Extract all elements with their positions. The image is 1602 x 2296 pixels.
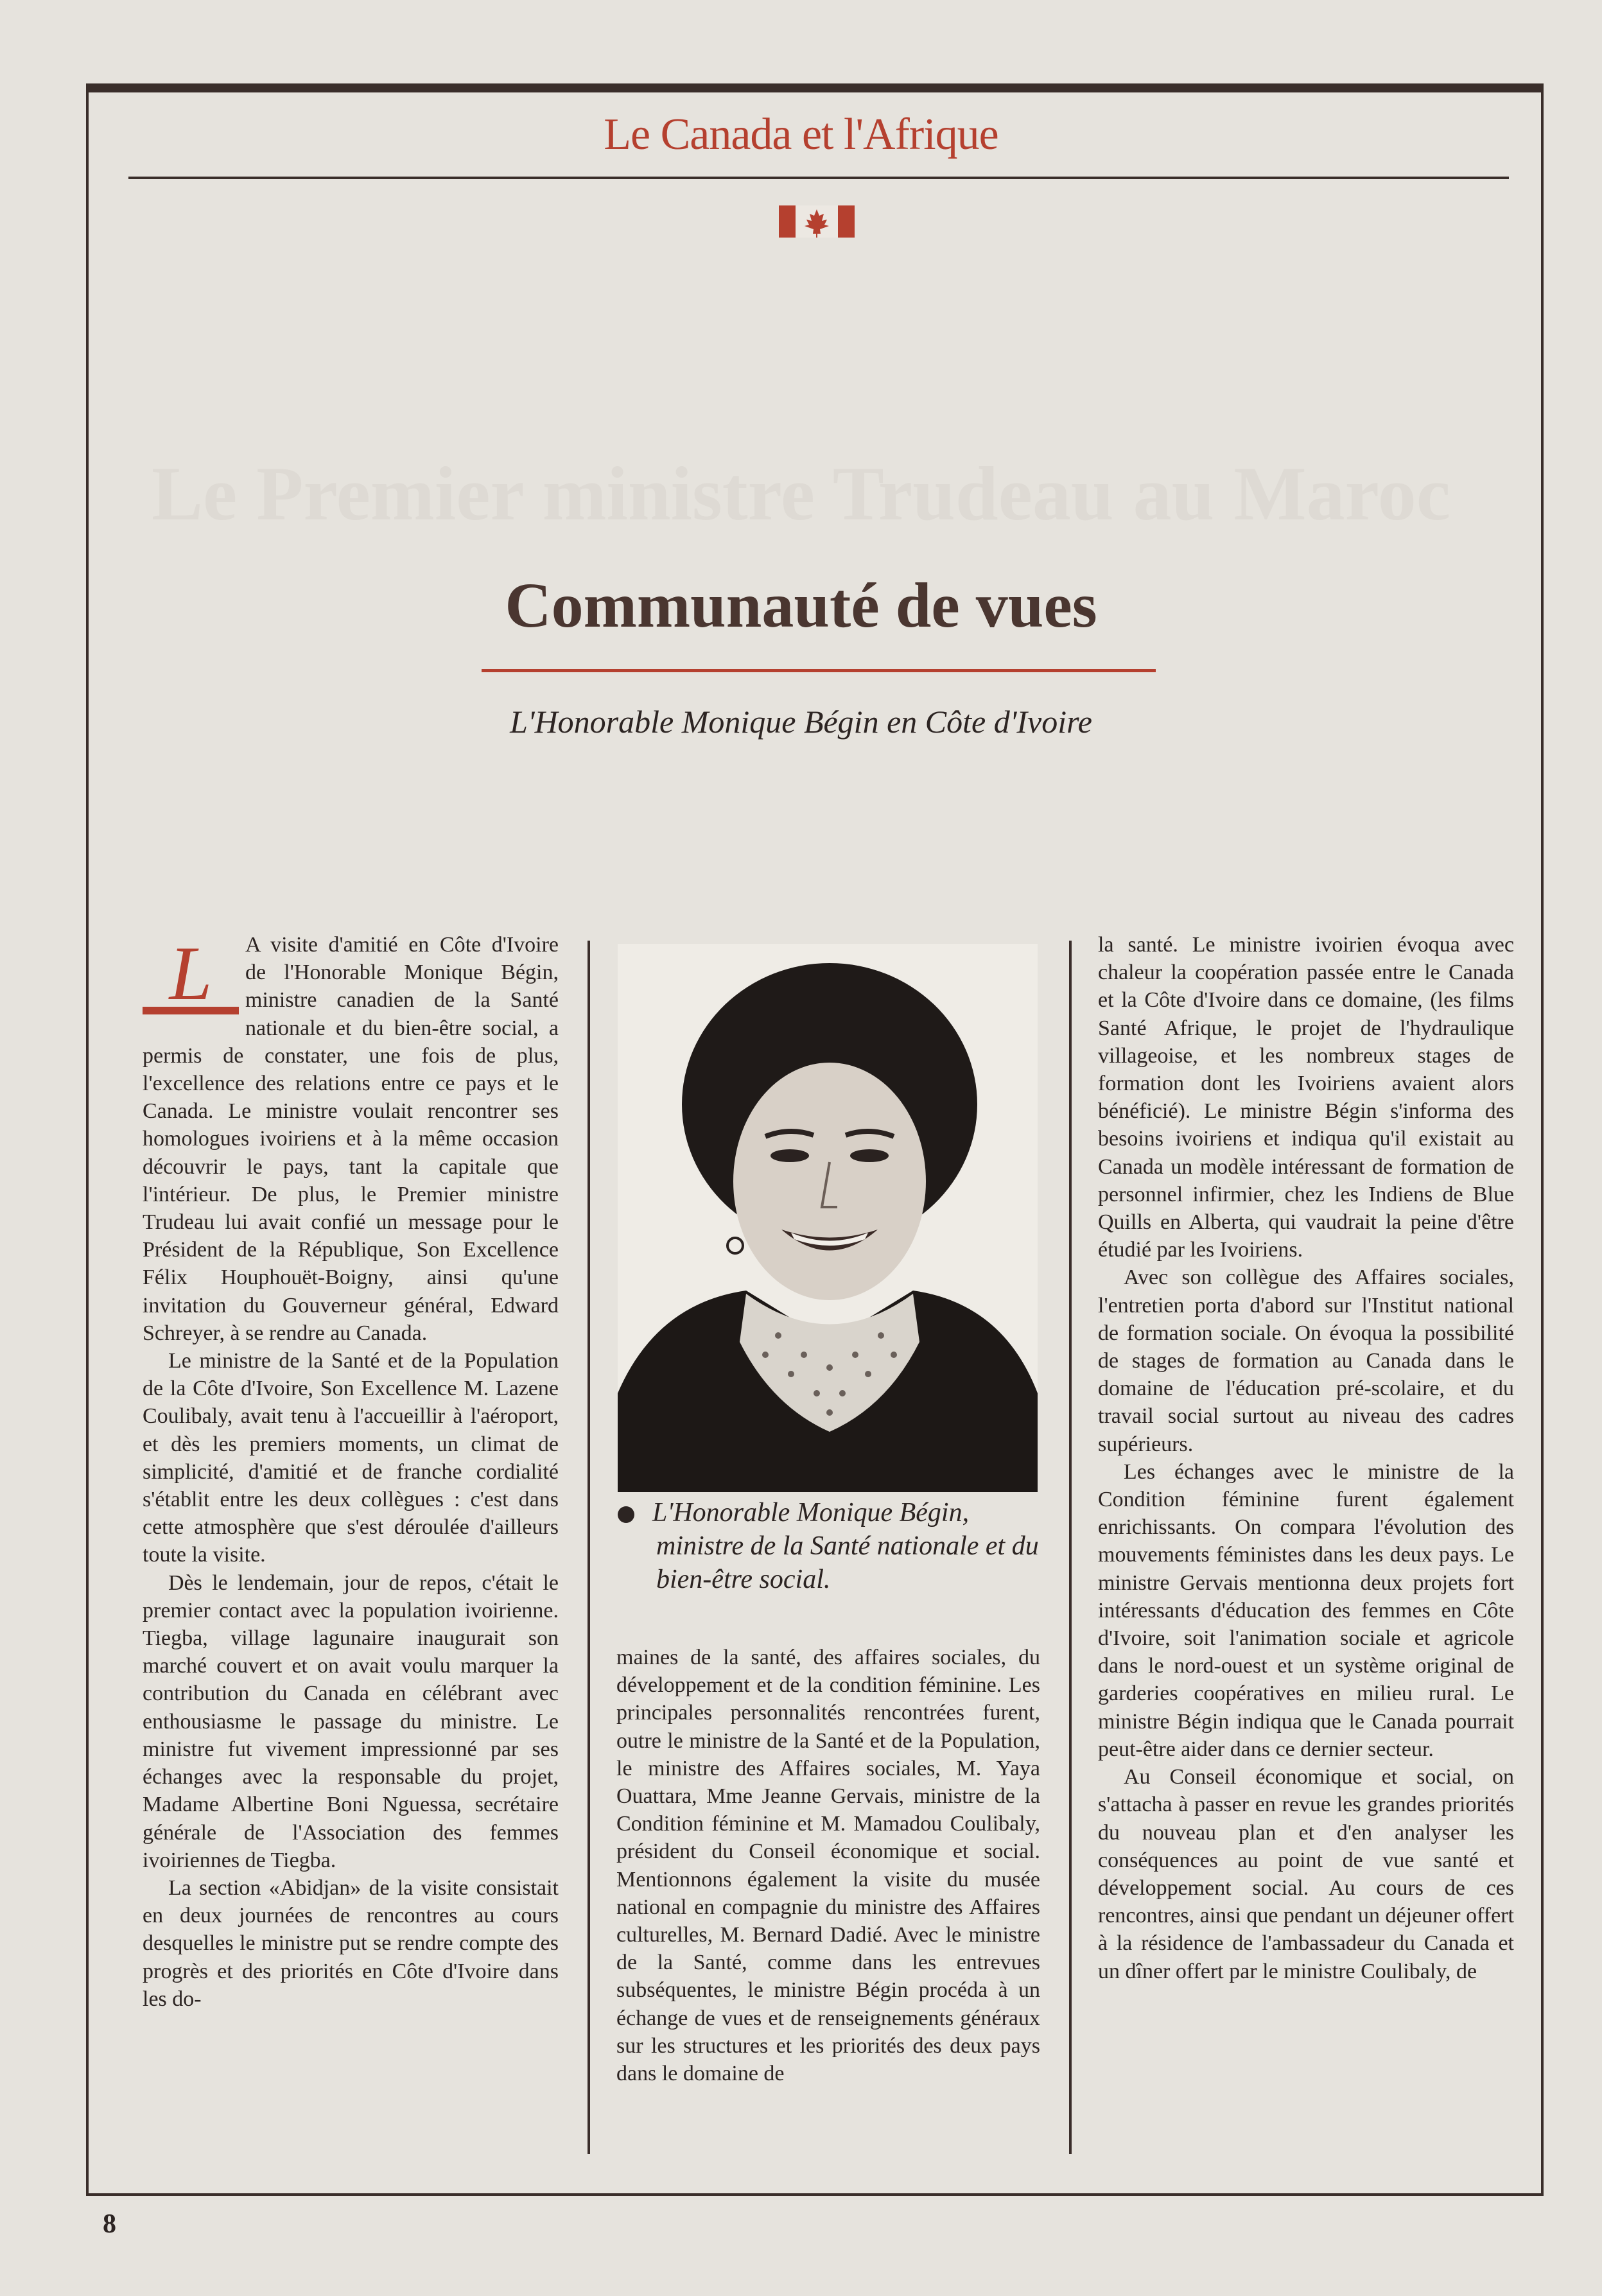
caption-text: L'Honorable Monique Bégin, ministre de la Santé nationale et du bien-être social. xyxy=(652,1498,1039,1594)
title-rule xyxy=(482,669,1156,672)
portrait-photo xyxy=(618,944,1038,1492)
article-subtitle: L'Honorable Monique Bégin en Côte d'Ivoire xyxy=(510,704,1092,740)
photo-caption xyxy=(618,1496,1041,1596)
column-3 xyxy=(1098,931,1514,1985)
section-header: Le Canada et l'Afrique xyxy=(604,110,998,159)
paragraph: Le ministre de la Santé et de la Population de la Côte d'Ivoire, Son Excellence M. Lazene Coulibaly, avait tenu à l'accueillir à l'aéroport, et dès les premiers moments, un climat de simplicité, d'amitié et de franche cordialité s'établit entre les deux collègues : c'est dans cette atmosphère que s'est déroulée d'ailleurs toute la visite. xyxy=(143,1349,559,1567)
paragraph: La section «Abidjan» de la visite consistait en deux journées de rencontres au cours desquelles le ministre put se rendre compte des progrès et des priorités en Côte d'Ivoire dans les do- xyxy=(143,1875,559,2011)
paragraph: Avec son collègue des Affaires sociales, l'entretien porta d'abord sur l'Institut national de formation sociale. On évoqua la possibilité de stages de formation au Canada dans le domaine de l'éducation pré-scolaire, et du travail social surtout au niveau des cadres supérieurs. xyxy=(1098,1265,1514,1456)
canadian-flag-icon xyxy=(779,205,855,238)
paragraph: Au Conseil économique et social, on s'attacha à passer en revue les grandes priorités du nouveau plan et d'en analyser les conséquences au point de vue santé et développement social. Au cours de ces rencontres, ainsi que pendant un déjeuner offert à la résidence de l'ambassadeur du Canada et un dîner offert par le ministre Coulibaly, de xyxy=(1098,1765,1514,1983)
page-number: 8 xyxy=(103,2209,116,2239)
bullet-icon xyxy=(618,1506,634,1523)
paragraph: maines de la santé, des affaires sociales, du développement et de la condition féminine. Les principales personnalités rencontrées furent, outre le ministre de la Santé et de la Population, le ministre des Affaires sociales, M. Yaya Ouattara, Mme Jeanne Gervais, ministre de la Condition féminine et M. Mamadou Coulibaly, président du Conseil économique et social. Mentionnons également la visite du musée national en compagnie du ministre des Affaires culturelles, M. Bernard Dadié. Avec le ministre de la Santé, comme dans les entrevues subséquentes, le ministre Bégin procéda à un échange de vues et de renseignements généraux sur les structures et les priorités des deux pays dans le domaine de xyxy=(616,1646,1040,2086)
bleed-through-title: Le Premier ministre Trudeau au Maroc xyxy=(151,451,1451,536)
column-1 xyxy=(143,931,559,2013)
column-divider xyxy=(1069,941,1072,2154)
paragraph: Les échanges avec le ministre de la Condition féminine furent également enrichissants. On compara l'évolution des mouvements féministes dans les deux pays. Le ministre Gervais mentionna deux projets fort intéressants d'éducation des femmes en Côte d'Ivoire, soit l'animation sociale et agricole dans le nord-ouest et un système original de garderies coopératives en milieu rural. Le ministre Bégin indiqua que le Canada pourrait peut-être aider dans ce dernier secteur. xyxy=(1098,1459,1514,1761)
paragraph: la santé. Le ministre ivoirien évoqua avec chaleur la coopération passée entre le Canada et la Côte d'Ivoire dans ce domaine, (les films Santé Afrique, le projet de l'hydraulique villageoise, et les nombreux stages de formation dont les Ivoiriens avaient alors bénéficié). Le ministre Bégin s'informa des besoins ivoiriens et indiqua qu'il existait au Canada un modèle intéressant de formation de personnel infirmier, chez les Indiens de Blue Quills en Alberta, qui vaudrait la peine d'être étudié par les Ivoiriens. xyxy=(1098,933,1514,1262)
header-rule xyxy=(128,177,1509,179)
drop-cap: L xyxy=(143,943,239,1014)
paragraph: Dès le lendemain, jour de repos, c'était le premier contact avec la population ivoirienne. Tiegba, village lagunaire inaugurait son marché couvert et on avait voulu marquer la contribution du Canada en célébrant avec enthousiasme le passage du ministre. Le ministre fut vivement impressionné par ses échanges avec la responsable du projet, Madame Albertine Boni Nguessa, secrétaire générale de l'Association des femmes ivoiriennes de Tiegba. xyxy=(143,1570,559,1872)
paragraph: A visite d'amitié en Côte d'Ivoire de l'Honorable Monique Bégin, ministre canadien de la Santé nationale et du bien-être social, a permis de constater, une fois de plus, l'excellence des relations entre ce pays et le Canada. Le ministre voulait rencontrer ses homologues ivoiriens et à la même occasion découvrir le pays, tant la capitale que l'intérieur. De plus, le Premier ministre Trudeau lui avait confié un message pour le Président de la République, Son Excellence Félix Houphouët-Boigny, ainsi qu'une invitation du Gouverneur général, Edward Schreyer, à se rendre au Canada. xyxy=(143,933,559,1345)
column-2 xyxy=(616,1644,1040,2087)
article-title: Communauté de vues xyxy=(505,570,1097,641)
column-divider xyxy=(588,941,590,2154)
